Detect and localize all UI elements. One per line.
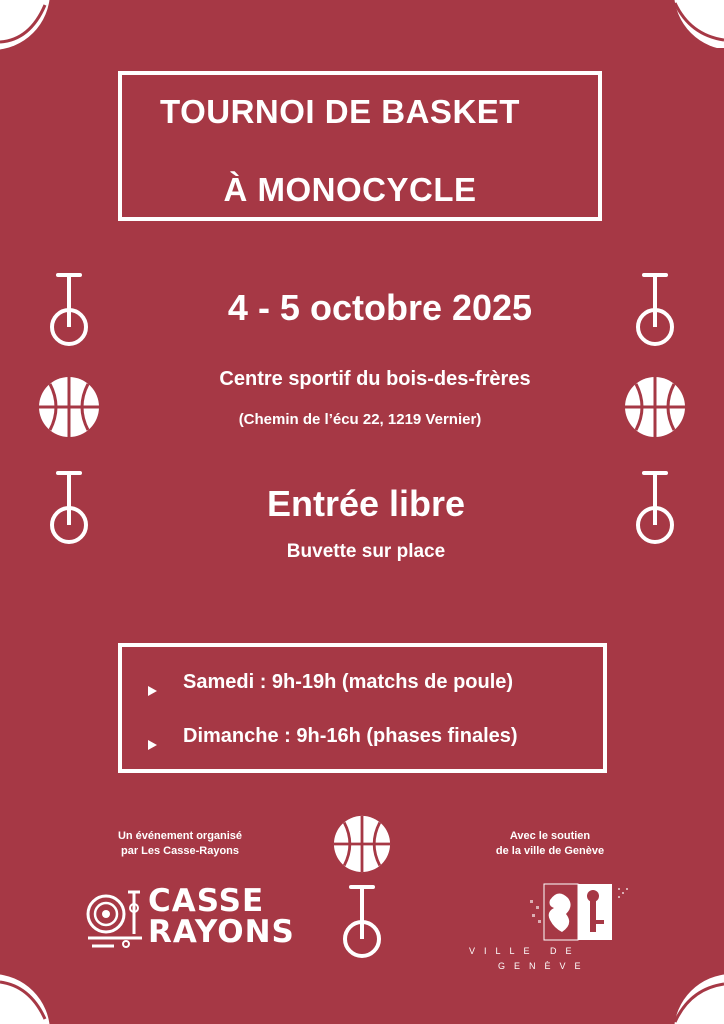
corner-basketball-bottom-left	[0, 974, 50, 1024]
schedule-item-text: Samedi : 9h-19h (matchs de poule)	[183, 671, 514, 693]
corner-basketball-top-left	[0, 0, 50, 55]
organizer-line-1: Un événement organisé	[117, 830, 243, 842]
support-text	[470, 829, 630, 859]
support-line-1: Avec le soutien	[509, 830, 591, 842]
unicycle-icon	[341, 884, 383, 960]
entry-info: Entrée libre	[266, 483, 466, 524]
logo-line-1: CASSE	[148, 883, 265, 919]
city-name-line-1: VILLE DE	[469, 946, 581, 956]
schedule-item	[148, 671, 513, 694]
title-box	[118, 71, 602, 221]
event-dates: 4 - 5 octobre 2025	[227, 287, 533, 328]
schedule-box	[118, 643, 607, 773]
logo-line-2: RAYONS	[148, 914, 295, 950]
corner-basketball-bottom-right	[670, 974, 724, 1024]
casse-rayons-logo	[84, 888, 146, 950]
play-arrow-icon	[148, 740, 157, 750]
schedule-item	[148, 725, 518, 748]
venue-address: (Chemin de l’écu 22, 1219 Vernier)	[238, 411, 482, 428]
play-arrow-icon	[148, 686, 157, 696]
support-line-2: de la ville de Genève	[495, 845, 605, 857]
organizer-line-2: par Les Casse-Rayons	[121, 845, 239, 857]
organizer-text	[90, 829, 270, 859]
buvette-info: Buvette sur place	[286, 541, 446, 562]
venue-name: Centre sportif du bois-des-frères	[219, 368, 531, 390]
city-name-line-2: GENÈVE	[498, 961, 590, 971]
corner-basketball-top-right	[670, 0, 724, 48]
title-line-2: À MONOCYCLE	[223, 171, 477, 208]
title-line-1: TOURNOI DE BASKET	[160, 93, 520, 130]
casse-rayons-wordmark	[148, 883, 295, 950]
basketball-icon	[333, 815, 391, 873]
schedule-item-text: Dimanche : 9h-16h (phases finales)	[183, 725, 518, 747]
